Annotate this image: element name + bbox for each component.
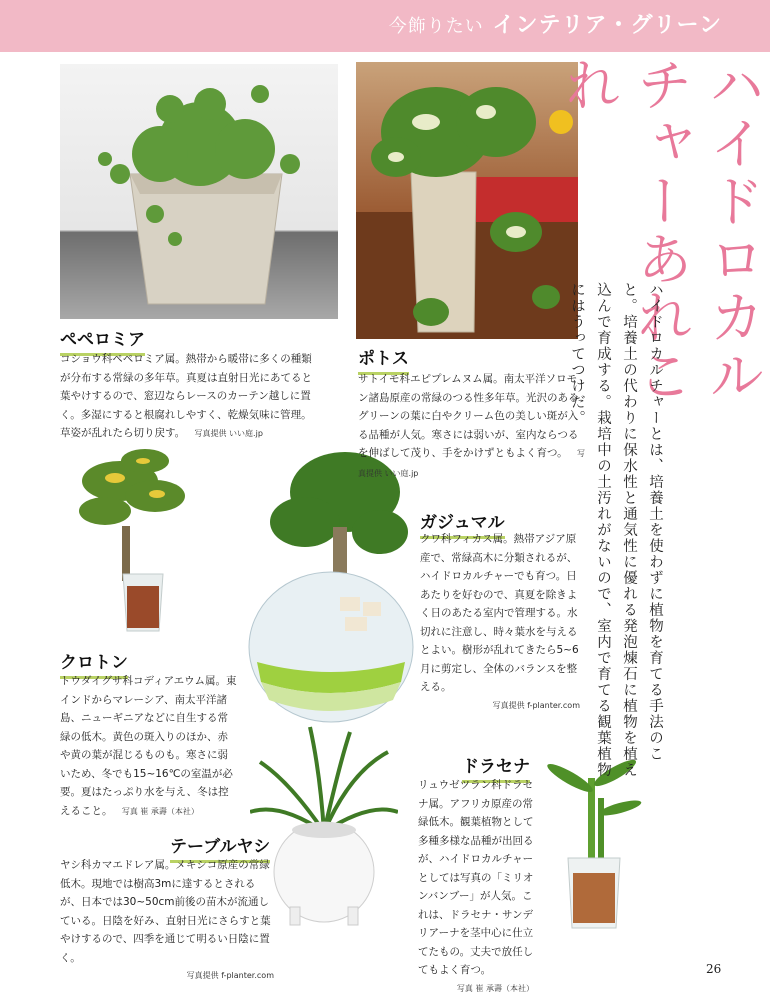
pothos-desc-text: サトイモ科エピプレムヌム属。南太平洋ソロモン諸島原産の常緑のつる性多年草。光沢のあるグリーンの葉に白やクリーム色の美しい斑が入る品種が人気。寒さには弱いが、室内ならつるを伸ばして茂り、手をかけずともよく育つ。 <box>358 373 579 459</box>
dracaena-desc-text: リュウゼツラン科ドラセナ属。アフリカ原産の常緑低木。観葉植物として多種多様な品種が出回るが、ハイドロカルチャーとしては写真の「ミリオンバンブー」が人気。これは、ドラセナ・サンデリアーナを茎中心に仕立てたもの。丈夫で放任してもよく育つ。 <box>418 779 534 976</box>
page-number: 26 <box>706 962 722 976</box>
peperomia-desc-text: コショウ科ペペロミア属。熱帯から暖帯に多くの種類が分布する常緑の多年草。真夏は直射日光にあてると葉やけするので、窓辺ならレースのカーテン越しに置く。多湿にすると根腐れしやすく、乾燥気味に管理。草姿が乱れたら切り戻す。 <box>60 353 312 439</box>
peperomia-description <box>60 350 322 444</box>
peperomia-photo <box>60 64 338 319</box>
header-title-bold: インテリア・グリーン <box>492 13 722 38</box>
table-palm-description <box>60 856 274 986</box>
table-palm-desc-text: ヤシ科カマエドレア属。メキシコ原産の常緑低木。現地では樹高3mに達するとされるが、日本では30~50cm前後の苗木が流通している。日陰を好み、直射日光にさらすと葉やけするので、四季を通じて明るい日陰に置く。 <box>60 859 271 964</box>
header-title-light: 今飾りたい <box>388 16 484 37</box>
table-palm-title: テーブルヤシ <box>170 832 270 863</box>
croton-desc-text: トウダイグサ科コディアエウム属。東インドからマレーシア、南太平洋諸島、ニューギニアなどに自生する常緑の低木。黄色の斑入りのほか、赤や黄の葉が混じるものも。寒さに弱いため、冬でも15~16℃の室温が必要。夏はたっぷり水を与え、冬は控えること。 <box>60 675 237 817</box>
gajumaru-desc-text: クワ科フィカス属。熱帯アジア原産で、常緑高木に分類されるが、ハイドロカルチャーでも育つ。日あたりを好むので、真夏を除きよく日のあたる室内で管理する。水切れに注意し、時々葉水を与えるとよい。樹形が乱れてきたら5~6月に剪定し、全体のバランスを整える。 <box>420 533 579 693</box>
dracaena-title: ドラセナ <box>462 752 530 783</box>
gajumaru-description <box>420 530 580 715</box>
gajumaru-credit: 写真提供 f-planter.com <box>492 700 580 710</box>
dracaena-description <box>418 776 534 998</box>
pothos-credit: 写真提供 いい庭.jp <box>358 449 585 478</box>
gajumaru-title: ガジュマル <box>420 508 505 539</box>
croton-description <box>60 672 238 821</box>
croton-photo <box>75 446 195 638</box>
peperomia-credit: 写真提供 いい庭.jp <box>194 429 263 438</box>
intro-paragraph: ハイドロカルチャーとは、培養土を使わずに植物を育てる手法のこと。培養土の代わりに保水性と通気性に優れる発泡煉石に植物を植え込んで育成する。栽培中の土汚れがないので、室内で育てる観葉植物にはうってつけだ。 <box>569 282 663 778</box>
section-header <box>0 0 770 52</box>
pothos-description <box>358 370 586 483</box>
croton-credit: 写真 崔 承壽（本社） <box>121 806 199 816</box>
pothos-title: ポトス <box>358 344 409 375</box>
table-palm-credit: 写真提供 f-planter.com <box>186 971 274 980</box>
croton-title: クロトン <box>60 648 128 679</box>
main-title: ハイドロカルチャーあれこれ <box>556 56 765 404</box>
dracaena-credit: 写真 崔 承壽（本社） <box>456 983 534 993</box>
header-title <box>389 8 722 39</box>
peperomia-title: ペペロミア <box>60 325 145 356</box>
pothos-photo <box>356 62 578 339</box>
